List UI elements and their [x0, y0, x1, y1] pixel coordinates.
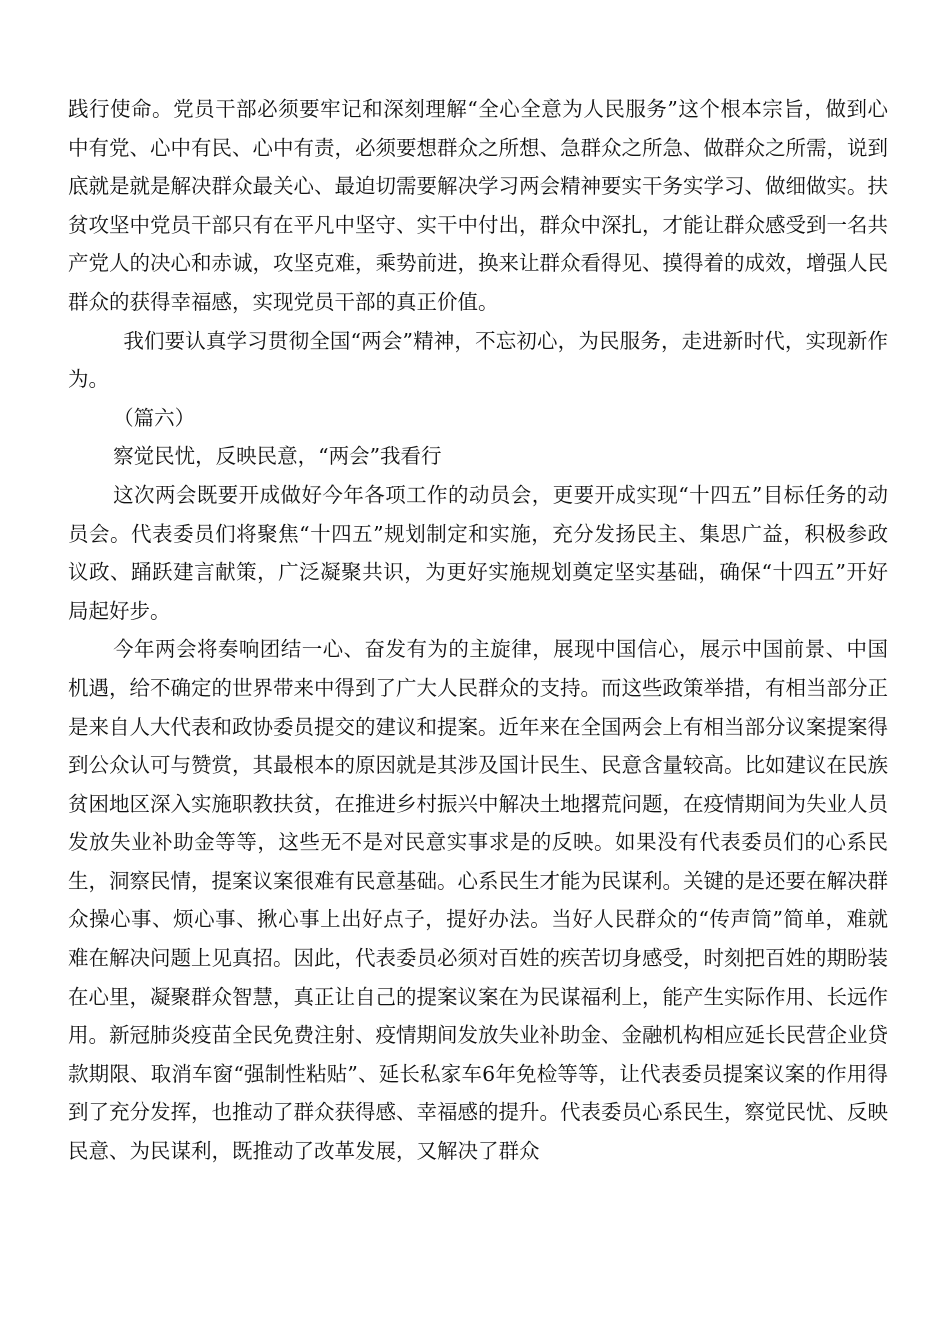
document-body: [68, 90, 888, 1171]
paragraph-closing: 我们要认真学习贯彻全国“两会”精神，不忘初心，为民服务，走进新时代，实现新作为。: [68, 328, 888, 392]
section-label: （篇六）: [113, 405, 196, 430]
paragraph-body-2: 今年两会将奏响团结一心、奋发有为的主旋律，展现中国信心，展示中国前景、中国机遇，给不确定的世界带来中得到了广大人民群众的支持。而这些政策举措，有相当部分正是来自人大代表和政协委员提交的建议和提案。近年来在全国两会上有相当部分议案提案得到公众认可与赞赏，其最根本的原因就是其涉及国计民生、民意含量较高。比如建议在民族贫困地区深入实施职教扶贫，在推进乡村振兴中解决土地撂荒问题，在疫情期间为失业人员发放失业补助金等等，这些无不是对民意实事求是的反映。如果没有代表委员们的心系民生，洞察民情，提案议案很难有民意基础。心系民生才能为民谋利。关键的是还要在解决群众操心事、烦心事、揪心事上出好点子，提好办法。当好人民群众的“传声筒”简单，难就难在解决问题上见真招。因此，代表委员必须对百姓的疾苦切身感受，时刻把百姓的期盼装在心里，凝聚群众智慧，真正让自己的提案议案在为民谋福利上，能产生实际作用、长远作用。新冠肺炎疫苗全民免费注射、疫情期间发放失业补助金、金融机构相应延长民营企业贷款期限、取消车窗“强制性粘贴”、延长私家车6年免检等等，让代表委员提案议案的作用得到了充分发挥，也推动了群众获得感、幸福感的提升。代表委员心系民生，察觉民忧、反映民意、为民谋利，既推动了改革发展，又解决了群众: [68, 637, 888, 1164]
paragraph-continuation: 践行使命。党员干部必须要牢记和深刻理解“全心全意为人民服务”这个根本宗旨，做到心中有党、心中有民、心中有责，必须要想群众之所想、急群众之所急、做群众之所需，说到底就是就是解决群众最关心、最迫切需要解决学习两会精神要实干务实学习、做细做实。扶贫攻坚中党员干部只有在平凡中坚守、实干中付出，群众中深扎，才能让群众感受到一名共产党人的决心和赤诚，攻坚克难，乘势前进，换来让群众看得见、摸得着的成效，增强人民群众的获得幸福感，实现党员干部的真正价值。: [68, 97, 888, 314]
paragraph-body-1: 这次两会既要开成做好今年各项工作的动员会，更要开成实现“十四五”目标任务的动员会。代表委员们将聚焦“十四五”规划制定和实施，充分发扬民主、集思广益，积极参政议政、踊跃建言献策，广泛凝聚共识，为更好实施规划奠定坚实基础，确保“十四五”开好局起好步。: [68, 482, 888, 623]
section-title: 察觉民忧，反映民意，“两会”我看行: [113, 444, 442, 469]
